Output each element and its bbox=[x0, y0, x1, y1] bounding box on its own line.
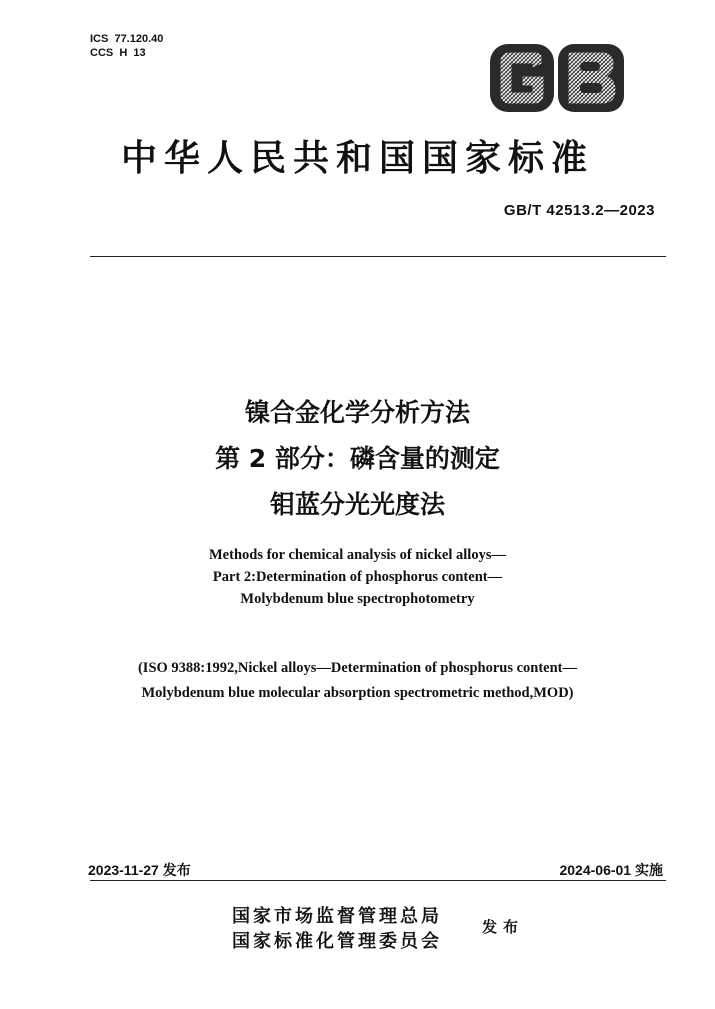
chinese-title-line-2: 第 2 部分：磷含量的测定 bbox=[215, 444, 500, 473]
chinese-title-line-1: 镍合金化学分析方法 bbox=[244, 398, 470, 427]
issuer-2: 国家标准化管理委员会 bbox=[232, 931, 442, 952]
gb-logo-graphic bbox=[488, 42, 628, 114]
standard-number: GB/T 42513.2—2023 bbox=[503, 202, 655, 219]
issue-date: 2023-11-27 发布 bbox=[88, 862, 191, 878]
gb-logo-icon bbox=[488, 42, 628, 114]
iso-reference-line-2: Molybdenum blue molecular absorption spectrometric method,MOD) bbox=[141, 685, 574, 701]
chinese-title bbox=[0, 390, 715, 528]
issuing-organizations bbox=[232, 904, 442, 954]
top-divider bbox=[90, 256, 666, 257]
iso-reference bbox=[0, 656, 715, 706]
iso-reference-line-1: (ISO 9388:1992,Nickel alloys—Determination of phosphorus content— bbox=[137, 660, 578, 676]
english-title-line-1: Methods for chemical analysis of nickel alloys— bbox=[209, 547, 506, 563]
ccs-code: CCS H 13 bbox=[90, 47, 146, 59]
standard-name: 中华人民共和国国家标准 bbox=[120, 137, 594, 179]
english-title-line-3: Molybdenum blue spectrophotometry bbox=[240, 591, 475, 607]
bottom-divider bbox=[90, 880, 666, 881]
chinese-title-line-3: 钼蓝分光光度法 bbox=[269, 490, 445, 519]
ics-code: ICS 77.120.40 bbox=[90, 33, 164, 45]
issue-label: 发布 bbox=[482, 918, 525, 936]
implementation-date: 2024-06-01 实施 bbox=[559, 862, 663, 878]
english-title-line-2: Part 2:Determination of phosphorus content— bbox=[212, 569, 503, 585]
english-title bbox=[0, 544, 715, 610]
classification-codes bbox=[90, 32, 163, 60]
issuer-1: 国家市场监督管理总局 bbox=[232, 906, 442, 927]
